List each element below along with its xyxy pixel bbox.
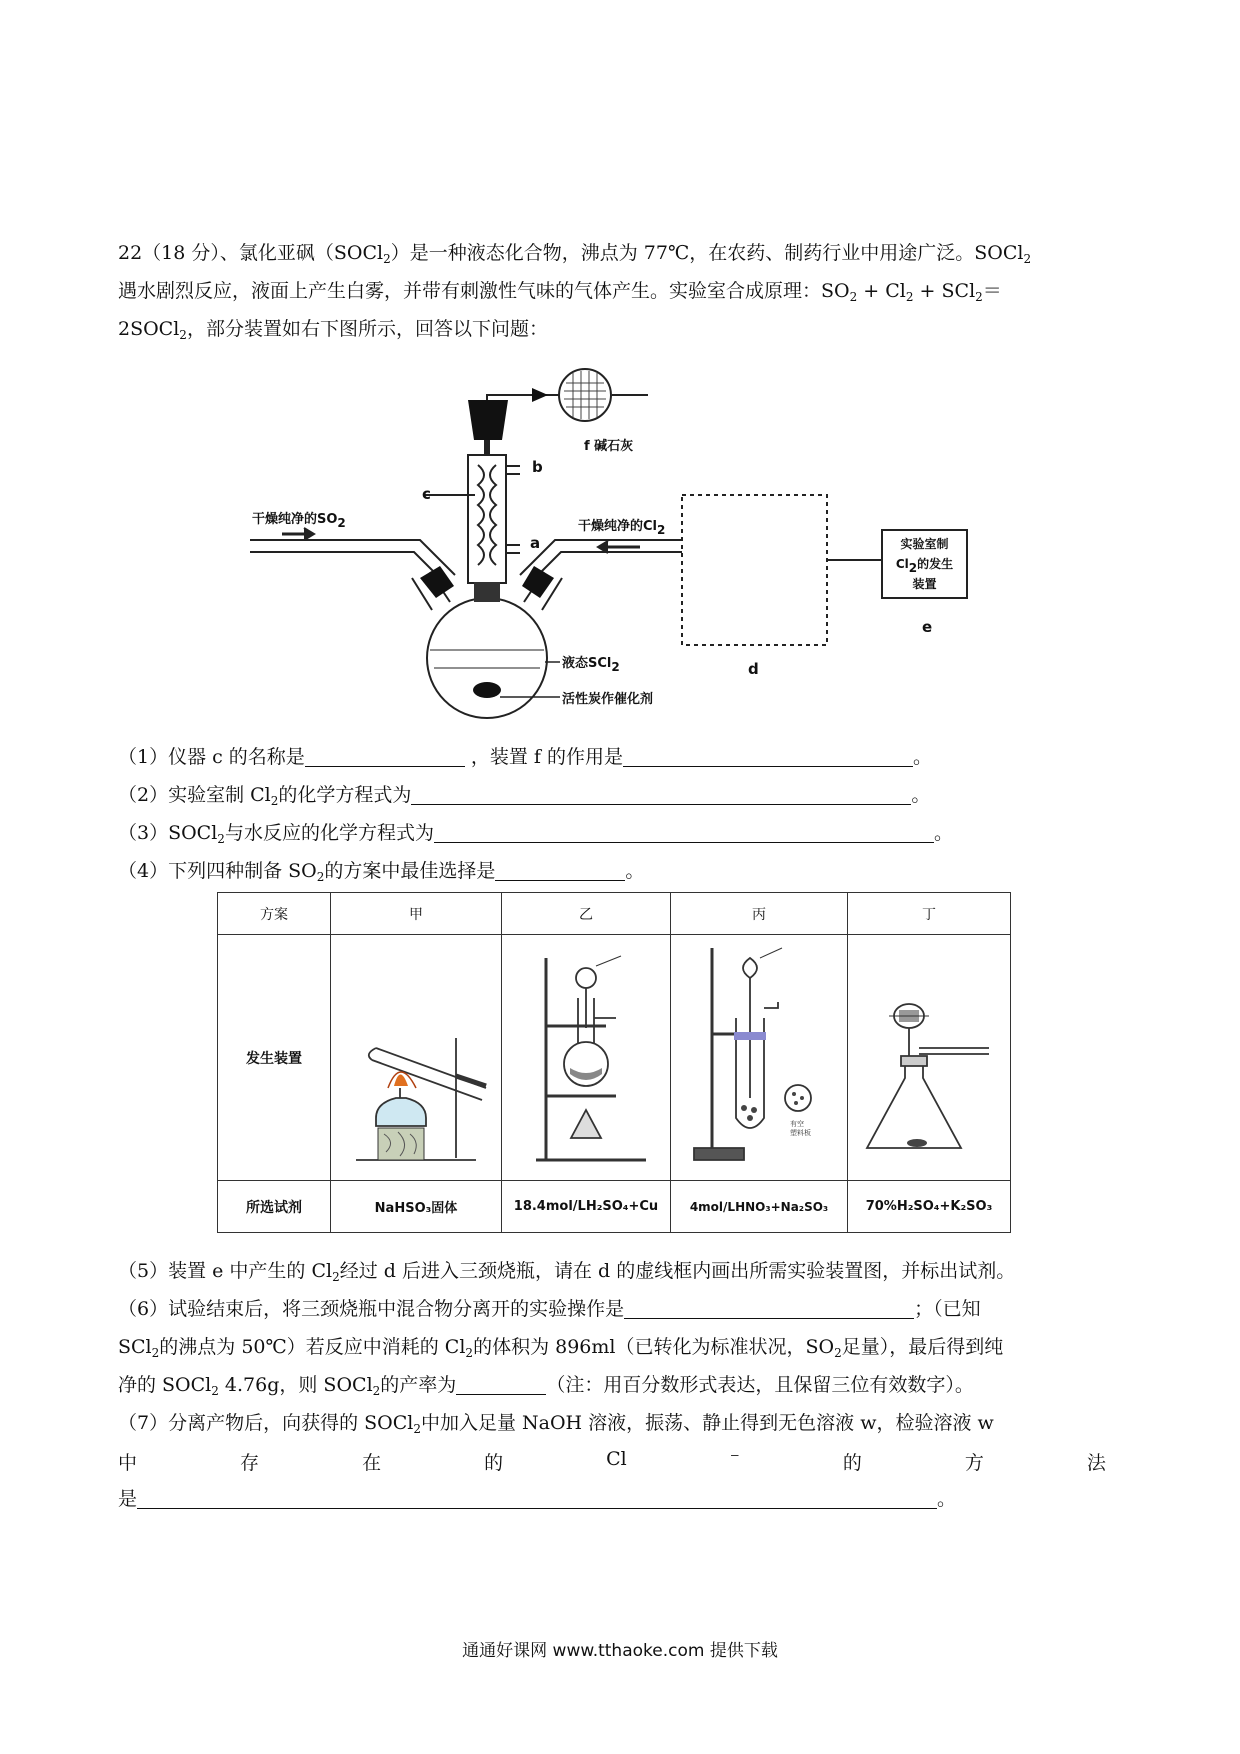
liquid-scl2-label: 液态SCl$_2$ (562, 656, 620, 674)
apparatus-bing-drawing (674, 938, 844, 1174)
row-label: 所选试剂 (218, 1181, 331, 1233)
answer-blank-1a[interactable] (305, 746, 465, 767)
question-1: （1）仪器 c 的名称是 ，装置 f 的作用是 。 (118, 746, 932, 768)
f-label: f 碱石灰 (584, 439, 634, 454)
reagent-cell: 18.4mol/LH₂SO₄+Cu (502, 1181, 671, 1233)
apparatus-ding-drawing (849, 938, 1009, 1174)
answer-blank-3[interactable] (434, 822, 934, 843)
question-7-line-1: （7）分离产物后，向获得的 SOCl$_2$中加入足量 NaOH 溶液，振荡、静止得到无色溶液 w，检验溶液 w (118, 1412, 994, 1436)
apparatus-jia (331, 935, 502, 1181)
question-3: （3）SOCl$_2$与水反应的化学方程式为 。 (118, 822, 953, 846)
table-header-cell: 方案 (218, 893, 331, 935)
a-label: a (530, 534, 541, 552)
scheme-table (217, 892, 1011, 1233)
reagent-cell: 70%H₂SO₄+K₂SO₃ (848, 1181, 1011, 1233)
so2-inlet-label: 干燥纯净的$SO_2$ (252, 512, 346, 530)
apparatus-bing (671, 935, 848, 1181)
apparatus-yi (502, 935, 671, 1181)
table-row-apparatus (218, 935, 1011, 1181)
reagent-cell: 4mol/LHNO₃+Na₂SO₃ (671, 1181, 848, 1233)
question-6-line-3: 净的 SOCl$_2$ 4.76g，则 SOCl$_2$的产率为 （注：用百分数形式表达，且保留三位有效数字）。 (118, 1374, 974, 1398)
table-header-cell: 丁 (848, 893, 1011, 935)
d-label: d (748, 660, 759, 678)
b-label: b (532, 458, 543, 476)
apparatus-yi-drawing (506, 938, 666, 1174)
answer-blank-4[interactable] (495, 860, 625, 881)
question-5: （5）装置 e 中产生的 $Cl_2$经过 d 后进入三颈烧瓶，请在 d 的虚线框内画出所需实验装置图，并标出试剂。 (118, 1260, 1016, 1284)
bing-note-line-2: 塑料板 (790, 1128, 811, 1137)
reagent-cell: NaHSO₃固体 (331, 1181, 502, 1233)
question-7-line-3: 是 。 (118, 1488, 957, 1510)
answer-blank-2[interactable] (411, 784, 911, 805)
question-6-line-2: SCl$_2$的沸点为 50℃）若反应中消耗的 $Cl_2$的体积为 896ml（已转化为标准状况，$SO_2$足量），最后得到纯 (118, 1336, 1004, 1360)
question-4: （4）下列四种制备 $SO_2$的方案中最佳选择是 。 (118, 860, 645, 884)
question-7-line-2: 中 存 在 的 Cl ⁻ 的 方 法 (118, 1448, 1106, 1474)
page-footer: 通通好课网 www.tthaoke.com 提供下载 (462, 1641, 778, 1661)
answer-blank-6a[interactable] (624, 1298, 914, 1319)
question-6-line-1: （6）试验结束后，将三颈烧瓶中混合物分离开的实验操作是 ；（已知 (118, 1298, 981, 1320)
table-header-row (218, 893, 1011, 935)
cl2-inlet-label: 干燥纯净的$Cl_2$ (578, 519, 666, 537)
bing-note-line-1: 有空 (790, 1119, 804, 1128)
question-stem-line-3: 2SOCl$_2$，部分装置如右下图所示，回答以下问题： (118, 318, 548, 342)
apparatus-diagram (0, 0, 1240, 720)
e-box-text: 实验室制 $Cl_2$的发生 装置 (895, 537, 954, 591)
question-2: （2）实验室制 $Cl_2$的化学方程式为 。 (118, 784, 931, 808)
e-label: e (922, 618, 933, 636)
answer-blank-7[interactable] (137, 1488, 937, 1509)
answer-blank-1b[interactable] (623, 746, 913, 767)
table-header-cell: 乙 (502, 893, 671, 935)
table-header-cell: 丙 (671, 893, 848, 935)
question-stem-line-1: 22（18 分）、氯化亚砜（SOCl$_2$）是一种液态化合物，沸点为 77℃，在农药、制药行业中用途广泛。SOCl$_2$ (118, 242, 1032, 266)
apparatus-ding (848, 935, 1011, 1181)
table-header-cell: 甲 (331, 893, 502, 935)
catalyst-label: 活性炭作催化剂 (562, 692, 654, 707)
table-row-reagents (218, 1181, 1011, 1233)
question-stem-line-2: 遇水剧烈反应，液面上产生白雾，并带有刺激性气味的气体产生。实验室合成原理：$SO_2 + Cl_2 + SCl_2=$ (118, 280, 1002, 304)
c-label: c (422, 485, 431, 503)
apparatus-jia-drawing (336, 938, 496, 1174)
row-label: 发生装置 (218, 935, 331, 1181)
answer-blank-6b[interactable] (456, 1374, 546, 1395)
